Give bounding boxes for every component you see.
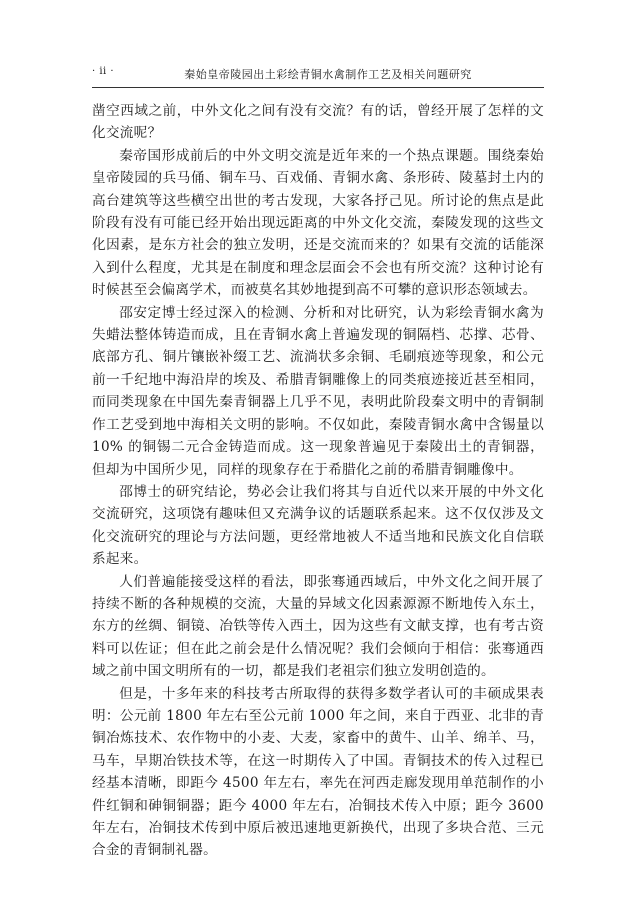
body-text <box>92 100 544 862</box>
page-number: · ii · <box>92 66 115 77</box>
running-header <box>92 66 544 86</box>
paragraph: 人们普遍能接受这样的看法，即张骞通西域后，中外文化之间开展了持续不断的各种规模的交流，大量的异域文化因素源源不断地传入东土，东方的丝绸、铜镜、冶铁等传入西土，因为这些有文献支撑，也有考古资料可以佐证；但在此之前会是什么情况呢？我们会倾向于相信：张骞通西域之前中国文明所有的一切，都是我们老祖宗们独立发明创造的。 <box>92 573 544 680</box>
paragraph: 但是，十多年来的科技考古所取得的获得多数学者认可的丰硕成果表明：公元前 1800 年左右至公元前 1000 年之间，来自于西亚、北非的青铜冶炼技术、农作物中的小麦、大麦，家畜中的黄牛、山羊、绵羊、马，马车，早期冶铁技术等，在这一时期传入了中国。青铜技术的传入过程已经基本清晰，即距今 4500 年左右，率先在河西走廊发现用单范制作的小件红铜和砷铜铜器；距今 4000 年左右，冶铜技术传入中原；距今 3600 年左右，冶铜技术传到中原后被迅速地更新换代，出现了多块合范、三元合金的青铜制礼器。 <box>92 685 544 859</box>
paragraph: 邵安定博士经过深入的检测、分析和对比研究，认为彩绘青铜水禽为失蜡法整体铸造而成，且在青铜水禽上普遍发现的铜隔档、芯撑、芯骨、底部方孔、铜片镶嵌补缀工艺、流淌状多余铜、毛刷痕迹等现象，和公元前一千纪地中海沿岸的埃及、希腊青铜雕像上的同类痕迹接近甚至相同，而同类现象在中国先秦青铜器上几乎不见，表明此阶段秦文明中的青铜制作工艺受到地中海相关文明的影响。不仅如此，秦陵青铜水禽中含锡量以10% 的铜锡二元合金铸造而成。这一现象普遍见于秦陵出土的青铜器，但却为中国所少见，同样的现象存在于希腊化之前的希腊青铜雕像中。 <box>92 304 544 478</box>
running-title: 秦始皇帝陵园出土彩绘青铜水禽制作工艺及相关问题研究 <box>184 68 472 81</box>
paragraph: 秦帝国形成前后的中外文明交流是近年来的一个热点课题。围绕秦始皇帝陵园的兵马俑、铜车马、百戏俑、青铜水禽、条形砖、陵墓封土内的高台建筑等这些横空出世的考古发现，大家各抒己见。所讨论的焦点是此阶段有没有可能已经开始出现远距离的中外文化交流，秦陵发现的这些文化因素，是东方社会的独立发明，还是交流而来的？如果有交流的话能深入到什么程度，尤其是在制度和理念层面会不会也有所交流？这种讨论有时候甚至会偏离学术，而被莫名其妙地提到高不可攀的意识形态领域去。 <box>92 147 544 299</box>
paragraph: 凿空西域之前，中外文化之间有没有交流？有的话，曾经开展了怎样的文化交流呢？ <box>92 103 544 142</box>
paragraph: 邵博士的研究结论，势必会让我们将其与自近代以来开展的中外文化交流研究，这项饶有趣味但又充满争议的话题联系起来。这不仅仅涉及文化交流研究的理论与方法问题，更经常地被人不适当地和民族文化自信联系起来。 <box>92 483 544 568</box>
header-rule <box>92 87 544 88</box>
